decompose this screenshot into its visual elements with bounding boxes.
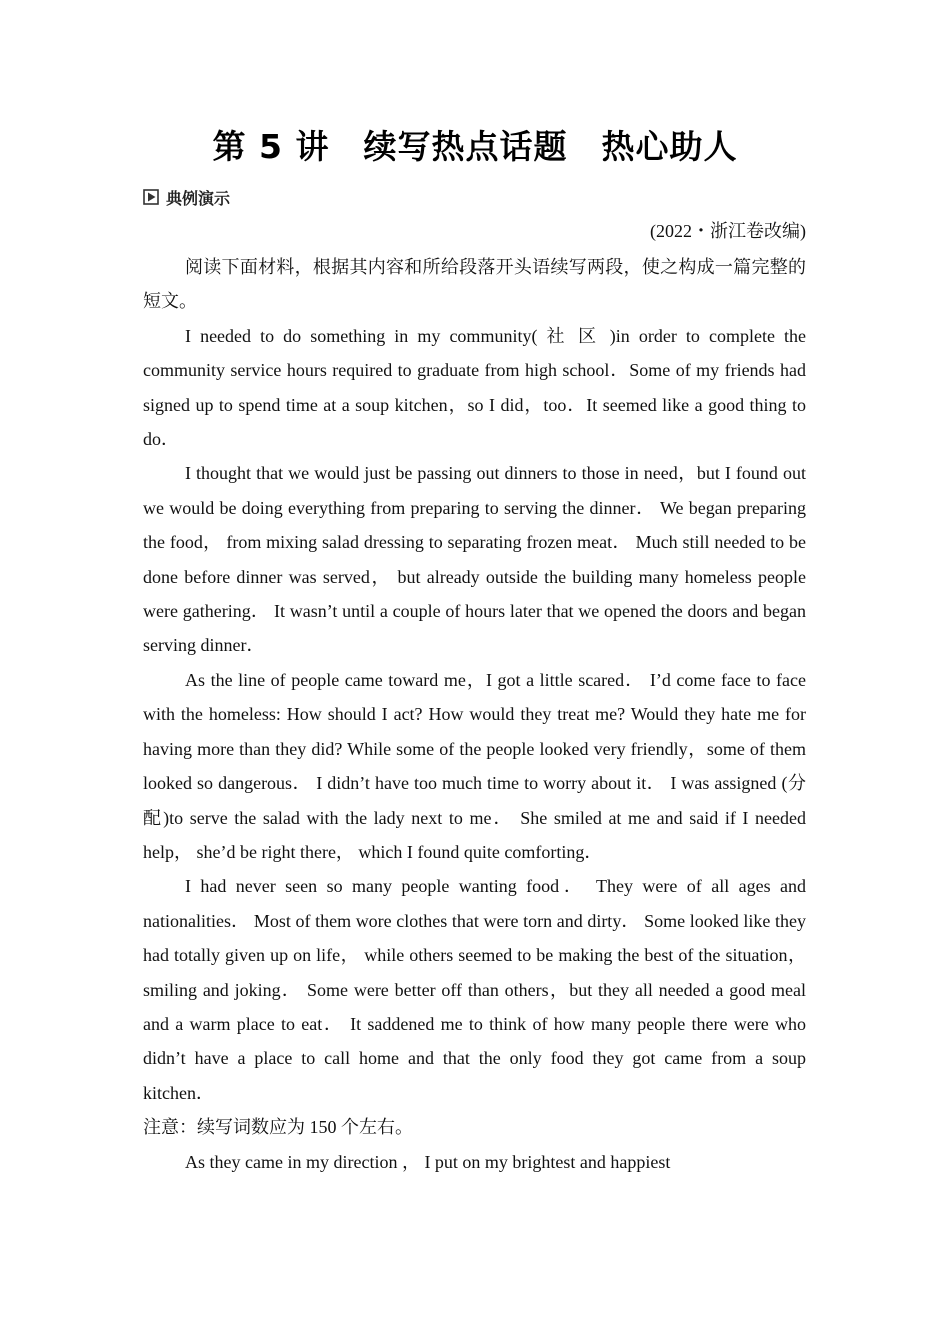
word-count-note: 注意：续写词数应为 150 个左右。 <box>143 1117 413 1138</box>
continuation-start: As they came in my direction ， I put on my brightest and happiest <box>185 1151 671 1172</box>
instruction-paragraph: 阅读下面材料，根据其内容和所给段落开头语续写两段，使之构成一篇完整的短文。 <box>143 257 806 312</box>
passage-paragraph: I needed to do something in my community( 社 区 )in order to complete the community service hours required to graduate from high school．Some of my friends had signed up to spend time at a soup kitchen，so I did，too．It seemed like a good thing to do． <box>143 325 806 450</box>
section-label: 典例演示 <box>166 188 231 208</box>
play-icon <box>143 189 159 205</box>
passage-paragraph: As the line of people came toward me，I got a little scared． I’d come face to face with the homeless: How should I act? How would they treat me? Would they hate me for having more than they did? While some of the people looked very friendly，some of them looked so dangerous． I didn’t have too much time to worry about it． I was assigned (分配)to serve the salad with the lady next to me． She smiled at me and said if I needed help， she’d be right there， which I found quite comforting． <box>143 669 806 862</box>
passage <box>143 250 806 1179</box>
lecture-title: 第 5 讲 续写热点话题 热心助人 <box>212 127 738 166</box>
passage-paragraph: I had never seen so many people wanting food． They were of all ages and nationalities． Most of them wore clothes that were torn and dirty． Some looked like they had totally given up on life， while others seemed to be making the best of the situation，smiling and joking． Some were better off than others，but they all needed a good meal and a warm place to eat． It saddened me to think of how many people there were who didn’t have a place to call home and that the only food they got came from a soup kitchen． <box>143 876 806 1103</box>
passage-paragraph: I thought that we would just be passing out dinners to those in need，but I found out we would be doing everything from preparing to serving the dinner． We began preparing the food， from mixing salad dressing to separating frozen meat． Much still needed to be done before dinner was served， but already outside the building many homeless people were gathering． It wasn’t until a couple of hours later that we opened the doors and began serving dinner． <box>143 463 806 656</box>
source-citation: (2022・浙江卷改编) <box>650 221 806 241</box>
section-header <box>143 186 230 208</box>
